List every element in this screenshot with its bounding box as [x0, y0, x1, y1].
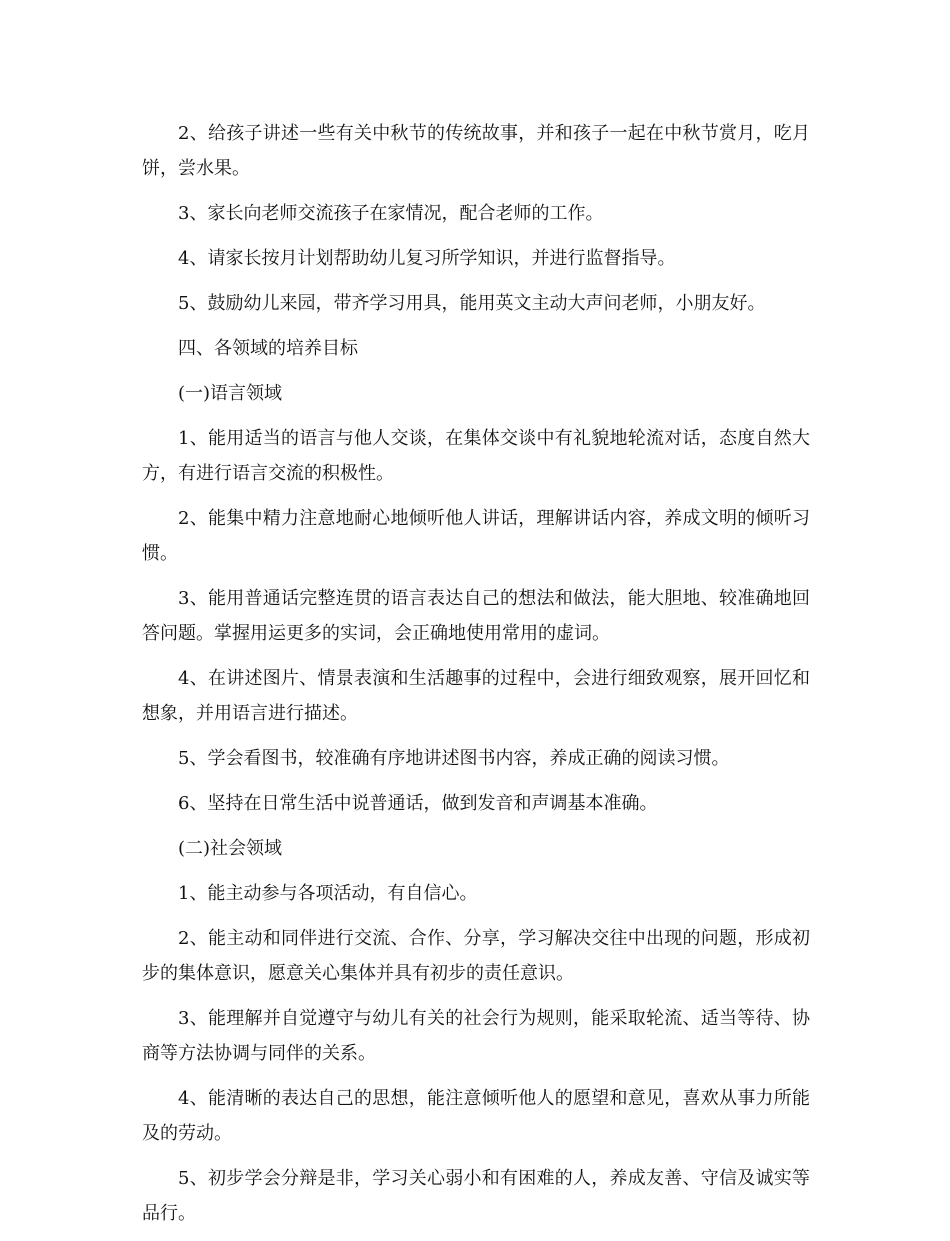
paragraph: 5、鼓励幼儿来园，带齐学习用具，能用英文主动大声问老师，小朋友好。 — [178, 293, 766, 314]
paragraph: 3、家长向老师交流孩子在家情况，配合老师的工作。 — [178, 203, 604, 224]
paragraph: 3、能理解并自觉遵守与幼儿有关的社会行为规则，能采取轮流、适当等待、协商等方法协调与同伴的关系。 — [142, 1008, 810, 1064]
section-heading: 四、各领域的培养目标 — [178, 338, 358, 359]
paragraph: 5、初步学会分辩是非，学习关心弱小和有困难的人，养成友善、守信及诚实等品行。 — [142, 1168, 810, 1224]
paragraph: 2、给孩子讲述一些有关中秋节的传统故事，并和孩子一起在中秋节赏月，吃月饼，尝水果。 — [142, 123, 810, 179]
paragraph: 5、学会看图书，较准确有序地讲述图书内容，养成正确的阅读习惯。 — [178, 748, 730, 769]
paragraph: 1、能主动参与各项活动，有自信心。 — [178, 883, 478, 904]
paragraph: 4、请家长按月计划帮助幼儿复习所学知识，并进行监督指导。 — [178, 248, 676, 269]
paragraph: 6、坚持在日常生活中说普通话，做到发音和声调基本准确。 — [178, 793, 658, 814]
paragraph: 1、能用适当的语言与他人交谈，在集体交谈中有礼貌地轮流对话，态度自然大方，有进行语言交流的积极性。 — [142, 428, 810, 484]
subsection-heading: (一)语言领域 — [178, 383, 283, 404]
paragraph: 4、在讲述图片、情景表演和生活趣事的过程中，会进行细致观察，展开回忆和想象，并用语言进行描述。 — [142, 668, 810, 724]
paragraph: 3、能用普通话完整连贯的语言表达自己的想法和做法，能大胆地、较准确地回答问题。掌握用运更多的实词，会正确地使用常用的虚词。 — [142, 588, 810, 644]
paragraph: 4、能清晰的表达自己的思想，能注意倾听他人的愿望和意见，喜欢从事力所能及的劳动。 — [142, 1088, 810, 1144]
subsection-heading: (二)社会领域 — [178, 838, 283, 859]
paragraph: 2、能集中精力注意地耐心地倾听他人讲话，理解讲话内容，养成文明的倾听习惯。 — [142, 508, 810, 564]
paragraph: 2、能主动和同伴进行交流、合作、分享，学习解决交往中出现的问题，形成初步的集体意识，愿意关心集体并具有初步的责任意识。 — [142, 928, 810, 984]
document-page — [142, 116, 810, 1241]
